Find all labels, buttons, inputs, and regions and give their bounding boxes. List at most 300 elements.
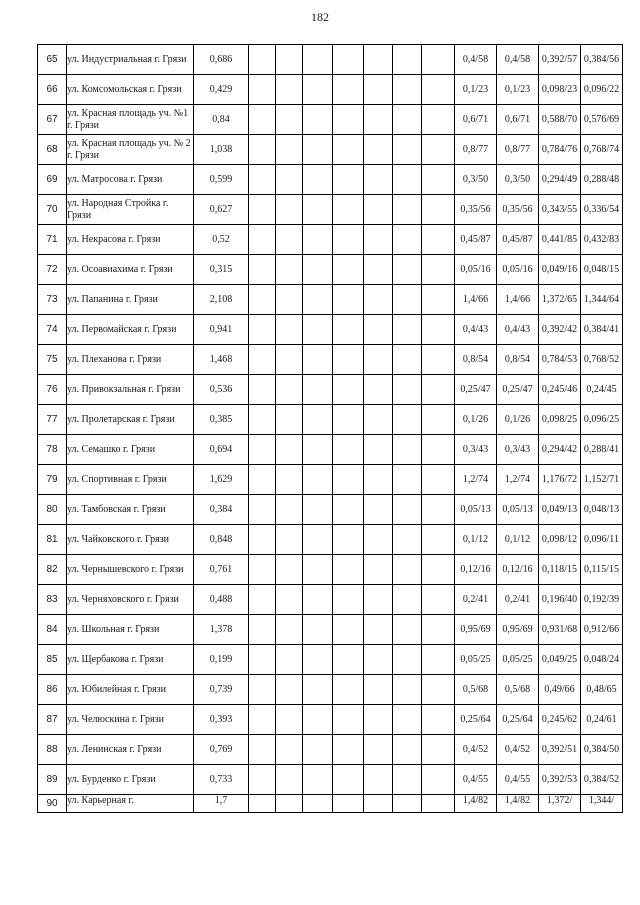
value-cell: 0,392/42 <box>539 315 581 345</box>
empty-cell <box>276 705 303 735</box>
empty-cell <box>364 165 393 195</box>
empty-cell <box>333 705 364 735</box>
value-cell: 0,115/15 <box>581 555 623 585</box>
length-cell: 0,84 <box>194 105 249 135</box>
empty-cell <box>333 315 364 345</box>
table-row <box>38 285 623 315</box>
empty-cell <box>364 135 393 165</box>
empty-cell <box>303 225 333 255</box>
value-cell: 0,05/16 <box>497 255 539 285</box>
table-row <box>38 795 623 813</box>
value-cell: 0,49/66 <box>539 675 581 705</box>
value-cell: 0,384/41 <box>581 315 623 345</box>
value-cell: 1,176/72 <box>539 465 581 495</box>
empty-cell <box>303 435 333 465</box>
value-cell: 0,25/64 <box>455 705 497 735</box>
value-cell: 0,049/13 <box>539 495 581 525</box>
row-number-cell: 74 <box>38 315 67 345</box>
empty-cell <box>303 45 333 75</box>
empty-cell <box>303 75 333 105</box>
table-row <box>38 585 623 615</box>
row-number-cell: 82 <box>38 555 67 585</box>
table-row <box>38 465 623 495</box>
value-cell: 1,344/ <box>581 795 623 813</box>
empty-cell <box>303 465 333 495</box>
value-cell: 0,048/24 <box>581 645 623 675</box>
row-number-cell: 70 <box>38 195 67 225</box>
empty-cell <box>333 555 364 585</box>
empty-cell <box>393 225 422 255</box>
empty-cell <box>276 465 303 495</box>
value-cell: 0,768/52 <box>581 345 623 375</box>
value-cell: 0,45/87 <box>455 225 497 255</box>
empty-cell <box>276 495 303 525</box>
empty-cell <box>276 45 303 75</box>
empty-cell <box>393 525 422 555</box>
table-row <box>38 615 623 645</box>
empty-cell <box>276 795 303 813</box>
street-name-cell: ул. Чернышевского г. Грязи <box>67 555 194 585</box>
empty-cell <box>393 795 422 813</box>
length-cell: 0,429 <box>194 75 249 105</box>
empty-cell <box>249 705 276 735</box>
value-cell: 0,4/58 <box>455 45 497 75</box>
empty-cell <box>393 735 422 765</box>
empty-cell <box>393 675 422 705</box>
empty-cell <box>303 255 333 285</box>
street-name-cell: ул. Челюскина г. Грязи <box>67 705 194 735</box>
empty-cell <box>364 705 393 735</box>
length-cell: 0,488 <box>194 585 249 615</box>
value-cell: 0,784/76 <box>539 135 581 165</box>
empty-cell <box>422 255 455 285</box>
value-cell: 0,294/49 <box>539 165 581 195</box>
value-cell: 1,4/82 <box>497 795 539 813</box>
value-cell: 0,6/71 <box>497 105 539 135</box>
empty-cell <box>249 585 276 615</box>
empty-cell <box>249 615 276 645</box>
length-cell: 0,739 <box>194 675 249 705</box>
empty-cell <box>276 435 303 465</box>
street-name-cell: ул. Индустриальная г. Грязи <box>67 45 194 75</box>
row-number-cell: 68 <box>38 135 67 165</box>
empty-cell <box>364 375 393 405</box>
empty-cell <box>393 405 422 435</box>
value-cell: 0,931/68 <box>539 615 581 645</box>
length-cell: 0,199 <box>194 645 249 675</box>
empty-cell <box>249 525 276 555</box>
empty-cell <box>333 165 364 195</box>
empty-cell <box>276 675 303 705</box>
empty-cell <box>393 135 422 165</box>
value-cell: 0,049/16 <box>539 255 581 285</box>
value-cell: 0,3/50 <box>455 165 497 195</box>
empty-cell <box>249 285 276 315</box>
value-cell: 0,4/55 <box>497 765 539 795</box>
empty-cell <box>276 555 303 585</box>
value-cell: 0,392/53 <box>539 765 581 795</box>
street-name-cell: ул. Щербакова г. Грязи <box>67 645 194 675</box>
value-cell: 0,392/51 <box>539 735 581 765</box>
value-cell: 0,05/25 <box>497 645 539 675</box>
table-row <box>38 195 623 225</box>
value-cell: 0,25/47 <box>497 375 539 405</box>
value-cell: 0,336/54 <box>581 195 623 225</box>
empty-cell <box>364 405 393 435</box>
value-cell: 0,098/23 <box>539 75 581 105</box>
empty-cell <box>393 315 422 345</box>
table-row <box>38 645 623 675</box>
empty-cell <box>303 495 333 525</box>
street-name-cell: ул. Народная Стройка г. Грязи <box>67 195 194 225</box>
empty-cell <box>333 435 364 465</box>
empty-cell <box>333 585 364 615</box>
empty-cell <box>303 375 333 405</box>
length-cell: 1,468 <box>194 345 249 375</box>
value-cell: 0,048/15 <box>581 255 623 285</box>
empty-cell <box>393 615 422 645</box>
value-cell: 0,12/16 <box>497 555 539 585</box>
value-cell: 1,372/ <box>539 795 581 813</box>
value-cell: 0,48/65 <box>581 675 623 705</box>
length-cell: 0,769 <box>194 735 249 765</box>
value-cell: 0,25/47 <box>455 375 497 405</box>
value-cell: 0,288/48 <box>581 165 623 195</box>
empty-cell <box>364 645 393 675</box>
table-row <box>38 555 623 585</box>
empty-cell <box>422 225 455 255</box>
empty-cell <box>393 285 422 315</box>
empty-cell <box>303 165 333 195</box>
empty-cell <box>303 705 333 735</box>
value-cell: 0,432/83 <box>581 225 623 255</box>
empty-cell <box>303 645 333 675</box>
empty-cell <box>422 495 455 525</box>
value-cell: 0,05/13 <box>455 495 497 525</box>
row-number-cell: 66 <box>38 75 67 105</box>
street-name-cell: ул. Ленинская г. Грязи <box>67 735 194 765</box>
row-number-cell: 85 <box>38 645 67 675</box>
length-cell: 2,108 <box>194 285 249 315</box>
value-cell: 0,098/25 <box>539 405 581 435</box>
empty-cell <box>422 135 455 165</box>
empty-cell <box>393 705 422 735</box>
table-row <box>38 135 623 165</box>
row-number-cell: 77 <box>38 405 67 435</box>
value-cell: 0,35/56 <box>455 195 497 225</box>
value-cell: 0,441/85 <box>539 225 581 255</box>
value-cell: 0,05/25 <box>455 645 497 675</box>
empty-cell <box>364 735 393 765</box>
table-row <box>38 405 623 435</box>
empty-cell <box>249 435 276 465</box>
table-row <box>38 735 623 765</box>
empty-cell <box>393 105 422 135</box>
row-number-cell: 80 <box>38 495 67 525</box>
table-row <box>38 225 623 255</box>
value-cell: 0,096/11 <box>581 525 623 555</box>
value-cell: 0,096/22 <box>581 75 623 105</box>
empty-cell <box>393 375 422 405</box>
value-cell: 0,588/70 <box>539 105 581 135</box>
length-cell: 0,536 <box>194 375 249 405</box>
empty-cell <box>364 585 393 615</box>
value-cell: 0,784/53 <box>539 345 581 375</box>
length-cell: 0,315 <box>194 255 249 285</box>
table-row <box>38 675 623 705</box>
street-name-cell: ул. Папанина г. Грязи <box>67 285 194 315</box>
length-cell: 0,941 <box>194 315 249 345</box>
value-cell: 0,8/77 <box>497 135 539 165</box>
table-row <box>38 435 623 465</box>
empty-cell <box>303 525 333 555</box>
value-cell: 0,048/13 <box>581 495 623 525</box>
empty-cell <box>276 345 303 375</box>
empty-cell <box>333 405 364 435</box>
empty-cell <box>393 645 422 675</box>
table-row <box>38 45 623 75</box>
empty-cell <box>364 315 393 345</box>
empty-cell <box>333 525 364 555</box>
empty-cell <box>364 525 393 555</box>
length-cell: 1,629 <box>194 465 249 495</box>
empty-cell <box>422 675 455 705</box>
street-name-cell: ул. Первомайская г. Грязи <box>67 315 194 345</box>
value-cell: 0,3/43 <box>455 435 497 465</box>
empty-cell <box>364 795 393 813</box>
table-row <box>38 375 623 405</box>
empty-cell <box>249 225 276 255</box>
empty-cell <box>249 105 276 135</box>
empty-cell <box>276 315 303 345</box>
empty-cell <box>249 375 276 405</box>
empty-cell <box>249 465 276 495</box>
empty-cell <box>276 285 303 315</box>
table-row <box>38 705 623 735</box>
empty-cell <box>249 765 276 795</box>
empty-cell <box>303 735 333 765</box>
value-cell: 0,3/43 <box>497 435 539 465</box>
empty-cell <box>333 345 364 375</box>
value-cell: 0,8/77 <box>455 135 497 165</box>
empty-cell <box>249 345 276 375</box>
street-name-cell: ул. Юбилейная г. Грязи <box>67 675 194 705</box>
empty-cell <box>333 255 364 285</box>
value-cell: 0,4/55 <box>455 765 497 795</box>
empty-cell <box>276 255 303 285</box>
street-name-cell: ул. Привокзальная г. Грязи <box>67 375 194 405</box>
value-cell: 0,95/69 <box>455 615 497 645</box>
empty-cell <box>249 795 276 813</box>
value-cell: 0,5/68 <box>455 675 497 705</box>
empty-cell <box>422 75 455 105</box>
empty-cell <box>276 135 303 165</box>
value-cell: 0,049/25 <box>539 645 581 675</box>
empty-cell <box>422 405 455 435</box>
length-cell: 0,599 <box>194 165 249 195</box>
empty-cell <box>276 405 303 435</box>
value-cell: 0,12/16 <box>455 555 497 585</box>
empty-cell <box>249 405 276 435</box>
street-name-cell: ул. Плеханова г. Грязи <box>67 345 194 375</box>
value-cell: 0,05/16 <box>455 255 497 285</box>
empty-cell <box>303 405 333 435</box>
row-number-cell: 86 <box>38 675 67 705</box>
empty-cell <box>422 795 455 813</box>
empty-cell <box>249 255 276 285</box>
value-cell: 0,45/87 <box>497 225 539 255</box>
road-table <box>37 44 623 813</box>
empty-cell <box>303 765 333 795</box>
value-cell: 1,2/74 <box>497 465 539 495</box>
empty-cell <box>276 375 303 405</box>
street-name-cell: ул. Семашко г. Грязи <box>67 435 194 465</box>
empty-cell <box>333 285 364 315</box>
empty-cell <box>364 45 393 75</box>
empty-cell <box>333 735 364 765</box>
value-cell: 0,392/57 <box>539 45 581 75</box>
row-number-cell: 79 <box>38 465 67 495</box>
empty-cell <box>303 195 333 225</box>
value-cell: 0,288/41 <box>581 435 623 465</box>
street-name-cell: ул. Спортивная г. Грязи <box>67 465 194 495</box>
empty-cell <box>333 675 364 705</box>
empty-cell <box>249 495 276 525</box>
row-number-cell: 87 <box>38 705 67 735</box>
street-name-cell: ул. Некрасова г. Грязи <box>67 225 194 255</box>
value-cell: 0,6/71 <box>455 105 497 135</box>
street-name-cell: ул. Чайковского г. Грязи <box>67 525 194 555</box>
length-cell: 0,384 <box>194 495 249 525</box>
empty-cell <box>333 795 364 813</box>
empty-cell <box>333 75 364 105</box>
empty-cell <box>276 615 303 645</box>
value-cell: 0,95/69 <box>497 615 539 645</box>
empty-cell <box>249 645 276 675</box>
empty-cell <box>276 735 303 765</box>
empty-cell <box>393 75 422 105</box>
empty-cell <box>333 135 364 165</box>
empty-cell <box>393 345 422 375</box>
empty-cell <box>276 585 303 615</box>
value-cell: 0,24/45 <box>581 375 623 405</box>
value-cell: 0,4/52 <box>455 735 497 765</box>
length-cell: 0,52 <box>194 225 249 255</box>
empty-cell <box>364 465 393 495</box>
empty-cell <box>422 105 455 135</box>
empty-cell <box>422 765 455 795</box>
empty-cell <box>303 555 333 585</box>
street-name-cell: ул. Тамбовская г. Грязи <box>67 495 194 525</box>
row-number-cell: 72 <box>38 255 67 285</box>
empty-cell <box>364 195 393 225</box>
empty-cell <box>333 765 364 795</box>
row-number-cell: 81 <box>38 525 67 555</box>
street-name-cell: ул. Карьерная г. <box>67 795 194 813</box>
empty-cell <box>249 75 276 105</box>
empty-cell <box>333 495 364 525</box>
value-cell: 0,1/12 <box>455 525 497 555</box>
empty-cell <box>249 195 276 225</box>
empty-cell <box>364 255 393 285</box>
empty-cell <box>422 345 455 375</box>
value-cell: 0,576/69 <box>581 105 623 135</box>
value-cell: 0,2/41 <box>455 585 497 615</box>
row-number-cell: 90 <box>38 795 67 813</box>
empty-cell <box>303 585 333 615</box>
empty-cell <box>333 195 364 225</box>
row-number-cell: 65 <box>38 45 67 75</box>
empty-cell <box>422 615 455 645</box>
empty-cell <box>422 645 455 675</box>
empty-cell <box>422 705 455 735</box>
value-cell: 1,344/64 <box>581 285 623 315</box>
value-cell: 0,1/26 <box>497 405 539 435</box>
empty-cell <box>422 195 455 225</box>
length-cell: 0,733 <box>194 765 249 795</box>
value-cell: 0,5/68 <box>497 675 539 705</box>
empty-cell <box>249 735 276 765</box>
empty-cell <box>303 285 333 315</box>
table-row <box>38 315 623 345</box>
value-cell: 0,343/55 <box>539 195 581 225</box>
value-cell: 0,05/13 <box>497 495 539 525</box>
empty-cell <box>364 75 393 105</box>
row-number-cell: 88 <box>38 735 67 765</box>
value-cell: 0,35/56 <box>497 195 539 225</box>
row-number-cell: 73 <box>38 285 67 315</box>
value-cell: 1,4/82 <box>455 795 497 813</box>
empty-cell <box>303 135 333 165</box>
value-cell: 0,2/41 <box>497 585 539 615</box>
value-cell: 0,4/52 <box>497 735 539 765</box>
empty-cell <box>303 795 333 813</box>
value-cell: 1,2/74 <box>455 465 497 495</box>
value-cell: 0,192/39 <box>581 585 623 615</box>
value-cell: 0,4/58 <box>497 45 539 75</box>
value-cell: 0,384/56 <box>581 45 623 75</box>
length-cell: 0,848 <box>194 525 249 555</box>
empty-cell <box>303 105 333 135</box>
table-row <box>38 255 623 285</box>
length-cell: 0,694 <box>194 435 249 465</box>
value-cell: 0,4/43 <box>455 315 497 345</box>
value-cell: 0,1/26 <box>455 405 497 435</box>
value-cell: 0,25/64 <box>497 705 539 735</box>
empty-cell <box>276 195 303 225</box>
empty-cell <box>333 375 364 405</box>
row-number-cell: 67 <box>38 105 67 135</box>
street-name-cell: ул. Пролетарская г. Грязи <box>67 405 194 435</box>
value-cell: 0,096/25 <box>581 405 623 435</box>
empty-cell <box>276 765 303 795</box>
empty-cell <box>393 255 422 285</box>
value-cell: 0,384/52 <box>581 765 623 795</box>
empty-cell <box>276 225 303 255</box>
empty-cell <box>364 345 393 375</box>
value-cell: 0,1/23 <box>455 75 497 105</box>
value-cell: 0,768/74 <box>581 135 623 165</box>
length-cell: 0,393 <box>194 705 249 735</box>
empty-cell <box>276 525 303 555</box>
length-cell: 1,038 <box>194 135 249 165</box>
row-number-cell: 71 <box>38 225 67 255</box>
empty-cell <box>364 555 393 585</box>
street-name-cell: ул. Осоавиахима г. Грязи <box>67 255 194 285</box>
street-name-cell: ул. Матросова г. Грязи <box>67 165 194 195</box>
empty-cell <box>422 315 455 345</box>
table-row <box>38 75 623 105</box>
